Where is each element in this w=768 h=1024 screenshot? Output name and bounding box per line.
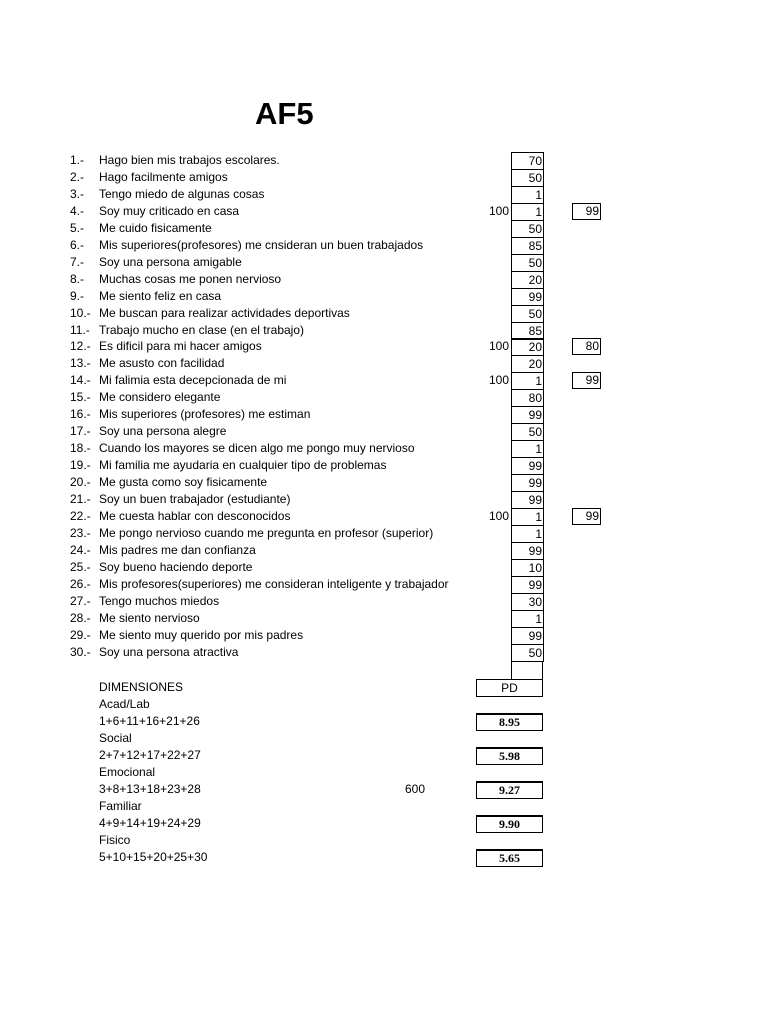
item-text: Me cuido fisicamente xyxy=(99,220,212,235)
item-text: Soy muy criticado en casa xyxy=(99,203,240,218)
item-number: 8.- xyxy=(70,271,85,286)
item-number: 4.- xyxy=(70,203,85,218)
pd-header: PD xyxy=(476,679,543,697)
item-row xyxy=(0,186,768,203)
item-row xyxy=(0,338,768,355)
item-row xyxy=(0,322,768,339)
item-row xyxy=(0,203,768,220)
item-row xyxy=(0,593,768,610)
dimension-formula: 4+9+14+19+24+29 xyxy=(99,816,201,830)
item-row xyxy=(0,152,768,169)
item-row xyxy=(0,423,768,440)
item-number: 22.- xyxy=(70,508,91,523)
item-text: Soy bueno haciendo deporte xyxy=(99,559,253,574)
item-row xyxy=(0,389,768,406)
item-score-box: 50 xyxy=(511,254,544,272)
item-extra-value: 100 xyxy=(488,203,509,218)
item-text: Me buscan para realizar actividades deportivas xyxy=(99,305,350,320)
item-text: Mis padres me dan confianza xyxy=(99,542,256,557)
item-score-box: 99 xyxy=(511,406,544,424)
dimensions-heading: DIMENSIONES xyxy=(99,680,184,694)
item-score-box: 99 xyxy=(511,474,544,492)
item-text: Mi falimia esta decepcionada de mi xyxy=(99,373,287,388)
dimension-score-box: 9.27 xyxy=(476,781,543,799)
item-number: 27.- xyxy=(70,593,91,608)
item-score-box: 1 xyxy=(511,610,544,628)
item-row xyxy=(0,288,768,305)
item-text: Soy una persona atractiva xyxy=(99,644,239,659)
item-number: 12.- xyxy=(70,339,91,354)
item-row xyxy=(0,220,768,237)
item-number: 5.- xyxy=(70,220,85,235)
dimension-name: Familiar xyxy=(99,799,142,813)
item-number: 30.- xyxy=(70,644,91,659)
item-row xyxy=(0,271,768,288)
item-score-box: 30 xyxy=(511,593,544,611)
item-number: 7.- xyxy=(70,254,85,269)
item-score-box: 80 xyxy=(511,389,544,407)
item-score-box: 1 xyxy=(511,525,544,543)
item-row xyxy=(0,644,768,661)
item-score-box: 50 xyxy=(511,169,544,187)
item-score-box: 50 xyxy=(511,220,544,238)
item-text: Cuando los mayores se dicen algo me pongo muy nervioso xyxy=(99,441,415,456)
item-text: Muchas cosas me ponen nervioso xyxy=(99,271,282,286)
item-number: 9.- xyxy=(70,288,85,303)
item-row xyxy=(0,457,768,474)
item-text: Mis superiores (profesores) me estiman xyxy=(99,407,311,422)
item-score-box: 99 xyxy=(511,491,544,509)
item-score-box: 99 xyxy=(511,457,544,475)
item-score-box: 99 xyxy=(511,542,544,560)
dimension-side-value: 600 xyxy=(405,782,426,796)
dimension-formula: 3+8+13+18+23+28 xyxy=(99,782,201,796)
item-text: Me siento nervioso xyxy=(99,610,200,625)
item-score-box: 50 xyxy=(511,305,544,323)
page-title: AF5 xyxy=(255,96,314,131)
item-text: Mi familia me ayudaria en cualquier tipo de problemas xyxy=(99,458,387,473)
item-text: Hago bien mis trabajos escolares. xyxy=(99,153,280,167)
dimension-name: Acad/Lab xyxy=(99,697,150,711)
item-row xyxy=(0,559,768,576)
dimension-formula: 1+6+11+16+21+26 xyxy=(99,714,200,728)
dimension-score-box: 8.95 xyxy=(476,713,543,731)
item-row xyxy=(0,169,768,186)
item-row xyxy=(0,254,768,271)
item-score-box: 1 xyxy=(511,440,544,458)
item-inverted-score-box: 99 xyxy=(572,372,601,389)
item-score-box: 50 xyxy=(511,423,544,441)
dimension-name: Social xyxy=(99,731,132,745)
item-score-box: 10 xyxy=(511,559,544,577)
item-score-box: 70 xyxy=(511,152,544,170)
item-inverted-score-box: 99 xyxy=(572,203,601,220)
item-inverted-score-box: 80 xyxy=(572,338,601,355)
item-number: 29.- xyxy=(70,627,91,642)
item-row xyxy=(0,237,768,254)
item-row xyxy=(0,406,768,423)
item-score-box: 99 xyxy=(511,576,544,594)
item-number: 21.- xyxy=(70,492,91,506)
item-score-box: 1 xyxy=(511,372,544,390)
item-score-box: 85 xyxy=(511,322,544,340)
item-number: 28.- xyxy=(70,610,91,625)
item-score-box: 85 xyxy=(511,237,544,255)
item-row xyxy=(0,542,768,559)
item-text: Soy un buen trabajador (estudiante) xyxy=(99,492,291,506)
item-number: 14.- xyxy=(70,373,91,388)
item-row xyxy=(0,355,768,372)
item-inverted-score-box: 99 xyxy=(572,508,601,525)
item-score-box: 50 xyxy=(511,644,544,662)
item-number: 2.- xyxy=(70,169,85,184)
dimension-name: Fisico xyxy=(99,833,131,847)
item-row xyxy=(0,610,768,627)
item-score-box: 99 xyxy=(511,627,544,645)
item-number: 15.- xyxy=(70,390,91,405)
item-row xyxy=(0,576,768,593)
item-text: Es dificil para mi hacer amigos xyxy=(99,339,262,354)
item-number: 19.- xyxy=(70,458,91,473)
item-row xyxy=(0,474,768,491)
item-text: Soy una persona amigable xyxy=(99,254,242,269)
item-extra-value: 100 xyxy=(488,508,509,523)
dimension-score-box: 9.90 xyxy=(476,815,543,833)
item-number: 23.- xyxy=(70,525,91,540)
item-row xyxy=(0,372,768,389)
item-text: Me considero elegante xyxy=(99,390,221,405)
item-score-box: 1 xyxy=(511,203,544,221)
item-text: Tengo miedo de algunas cosas xyxy=(99,186,265,201)
item-score-box: 99 xyxy=(511,288,544,306)
item-number: 24.- xyxy=(70,542,91,557)
item-text: Mis superiores(profesores) me cnsideran un buen trabajados xyxy=(99,237,424,252)
item-number: 18.- xyxy=(70,441,91,456)
item-text: Me cuesta hablar con desconocidos xyxy=(99,508,291,523)
item-score-box: 20 xyxy=(511,355,544,373)
item-text: Me siento feliz en casa xyxy=(99,288,222,303)
item-score-box: 1 xyxy=(511,508,544,526)
spacer-box xyxy=(511,661,543,680)
item-number: 16.- xyxy=(70,407,91,422)
item-score-box: 20 xyxy=(511,271,544,289)
item-text: Me siento muy querido por mis padres xyxy=(99,627,304,642)
item-number: 10.- xyxy=(70,305,91,320)
item-number: 1.- xyxy=(70,153,85,167)
item-row xyxy=(0,525,768,542)
item-row xyxy=(0,305,768,322)
item-text: Tengo muchos miedos xyxy=(99,593,220,608)
item-number: 17.- xyxy=(70,424,91,439)
dimension-score-box: 5.98 xyxy=(476,747,543,765)
item-text: Soy una persona alegre xyxy=(99,424,227,439)
item-number: 25.- xyxy=(70,559,91,574)
item-row xyxy=(0,440,768,457)
dimension-formula: 2+7+12+17+22+27 xyxy=(99,748,201,762)
item-row xyxy=(0,491,768,508)
item-score-box: 20 xyxy=(511,338,544,356)
item-row xyxy=(0,508,768,525)
item-text: Trabajo mucho en clase (en el trabajo) xyxy=(99,322,304,337)
dimension-formula: 5+10+15+20+25+30 xyxy=(99,850,208,864)
item-number: 13.- xyxy=(70,356,91,371)
item-text: Me asusto con facilidad xyxy=(99,356,225,371)
item-text: Hago facilmente amigos xyxy=(99,169,228,184)
dimension-name: Emocional xyxy=(99,765,156,779)
item-extra-value: 100 xyxy=(488,373,509,388)
item-number: 6.- xyxy=(70,237,85,252)
item-number: 3.- xyxy=(70,186,85,201)
item-score-box: 1 xyxy=(511,186,544,204)
item-number: 26.- xyxy=(70,576,91,591)
item-number: 11.- xyxy=(70,322,90,337)
item-row xyxy=(0,627,768,644)
item-number: 20.- xyxy=(70,475,91,490)
item-text: Mis profesores(superiores) me consideran inteligente y trabajador xyxy=(99,576,449,591)
item-text: Me gusta como soy fisicamente xyxy=(99,475,268,490)
item-text: Me pongo nervioso cuando me pregunta en profesor (superior) xyxy=(99,525,434,540)
item-extra-value: 100 xyxy=(488,339,509,354)
dimension-score-box: 5.65 xyxy=(476,849,543,867)
